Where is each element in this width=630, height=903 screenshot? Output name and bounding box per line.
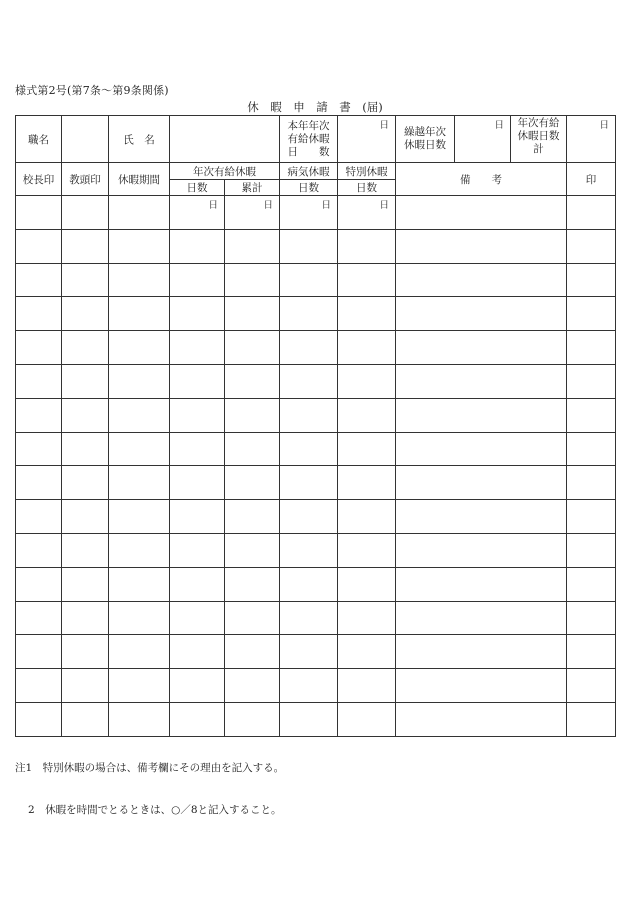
remarks-cell[interactable] [396, 432, 567, 466]
vice-principal-seal-cell[interactable] [62, 567, 109, 601]
annual-cumulative-subheader: 累計 [225, 180, 280, 196]
leave-period-header: 休暇期間 [109, 163, 170, 196]
special-days-subheader: 日数 [338, 180, 396, 196]
leave-period-cell[interactable] [109, 635, 170, 669]
carryover-days-value[interactable]: 日 [455, 116, 511, 163]
principal-seal-header: 校長印 [16, 163, 62, 196]
principal-seal-cell[interactable] [16, 364, 62, 398]
job-title-value[interactable] [62, 116, 109, 163]
carryover-leave-label [396, 116, 455, 163]
annual-total-label-line: 計 [533, 143, 544, 155]
leave-period-cell[interactable] [109, 398, 170, 432]
table-row [16, 635, 616, 669]
principal-seal-cell[interactable] [16, 702, 62, 736]
vice-principal-seal-cell[interactable] [62, 331, 109, 365]
annual-cumulative-cell[interactable] [225, 331, 280, 365]
vice-principal-seal-cell[interactable] [62, 702, 109, 736]
leave-period-cell[interactable] [109, 702, 170, 736]
table-row [16, 702, 616, 736]
special-days-cell[interactable] [338, 466, 396, 500]
principal-seal-cell[interactable] [16, 635, 62, 669]
carryover-label-line: 休暇日数 [404, 139, 446, 151]
annual-cumulative-cell[interactable] [225, 229, 280, 263]
special-days-cell[interactable] [338, 601, 396, 635]
current-year-label-line: 本年年次 [287, 119, 330, 132]
sick-days-cell[interactable] [280, 364, 338, 398]
remarks-cell[interactable] [396, 398, 567, 432]
seal-cell[interactable] [567, 297, 616, 331]
vice-principal-seal-cell[interactable] [62, 669, 109, 703]
table-row [16, 263, 616, 297]
vice-principal-seal-cell[interactable] [62, 364, 109, 398]
annual-cumulative-cell[interactable] [225, 533, 280, 567]
table-row [16, 331, 616, 365]
vice-principal-seal-cell[interactable] [62, 601, 109, 635]
sick-days-cell[interactable] [280, 567, 338, 601]
annual-cumulative-cell[interactable] [225, 669, 280, 703]
sick-days-cell[interactable] [280, 500, 338, 534]
principal-seal-cell[interactable] [16, 601, 62, 635]
remarks-cell[interactable] [396, 297, 567, 331]
seal-cell[interactable] [567, 364, 616, 398]
note-2: 2 休暇を時間でとるときは、○／8と記入すること。 [28, 804, 282, 816]
remarks-cell[interactable] [396, 635, 567, 669]
principal-seal-cell[interactable] [16, 196, 62, 230]
annual-cumulative-cell[interactable] [225, 601, 280, 635]
annual-days-cell[interactable] [170, 432, 225, 466]
remarks-cell[interactable] [396, 669, 567, 703]
annual-cumulative-cell[interactable] [225, 500, 280, 534]
vice-principal-seal-cell[interactable] [62, 533, 109, 567]
remarks-header: 備 考 [396, 163, 567, 196]
vice-principal-seal-cell[interactable] [62, 635, 109, 669]
annual-days-cell[interactable]: 日 [170, 196, 225, 230]
sick-days-cell[interactable] [280, 229, 338, 263]
vice-principal-seal-cell[interactable] [62, 398, 109, 432]
annual-cumulative-cell[interactable] [225, 364, 280, 398]
table-row [16, 398, 616, 432]
principal-seal-cell[interactable] [16, 297, 62, 331]
principal-seal-cell[interactable] [16, 263, 62, 297]
annual-days-cell[interactable] [170, 567, 225, 601]
data-rows [16, 196, 616, 737]
leave-period-cell[interactable] [109, 533, 170, 567]
remarks-cell[interactable] [396, 601, 567, 635]
table-row [16, 196, 616, 230]
annual-total-label-line: 休暇日数 [517, 130, 560, 142]
principal-seal-cell[interactable] [16, 432, 62, 466]
vice-principal-seal-cell[interactable] [62, 263, 109, 297]
annual-leave-header: 年次有給休暇 [170, 163, 280, 180]
annual-days-cell[interactable] [170, 398, 225, 432]
principal-seal-cell[interactable] [16, 500, 62, 534]
special-days-cell[interactable]: 日 [338, 196, 396, 230]
special-days-cell[interactable] [338, 331, 396, 365]
special-days-cell[interactable] [338, 702, 396, 736]
remarks-cell[interactable] [396, 263, 567, 297]
carryover-label-line: 繰越年次 [404, 126, 446, 138]
special-days-cell[interactable] [338, 432, 396, 466]
seal-cell[interactable] [567, 263, 616, 297]
name-label: 氏 名 [109, 116, 170, 163]
seal-cell[interactable] [567, 432, 616, 466]
special-days-cell[interactable] [338, 398, 396, 432]
annual-days-cell[interactable] [170, 297, 225, 331]
sick-days-cell[interactable] [280, 533, 338, 567]
special-days-cell[interactable] [338, 229, 396, 263]
annual-cumulative-cell[interactable] [225, 398, 280, 432]
leave-period-cell[interactable] [109, 466, 170, 500]
special-days-cell[interactable] [338, 635, 396, 669]
seal-cell[interactable] [567, 635, 616, 669]
annual-days-cell[interactable] [170, 702, 225, 736]
special-days-cell[interactable] [338, 567, 396, 601]
seal-cell[interactable] [567, 601, 616, 635]
annual-days-cell[interactable] [170, 364, 225, 398]
seal-header: 印 [567, 163, 616, 196]
annual-days-cell[interactable] [170, 466, 225, 500]
seal-cell[interactable] [567, 196, 616, 230]
vice-principal-seal-header: 教頭印 [62, 163, 109, 196]
sick-days-cell[interactable] [280, 669, 338, 703]
current-year-label-line: 日 数 [287, 145, 330, 158]
vice-principal-seal-cell[interactable] [62, 432, 109, 466]
annual-days-cell[interactable] [170, 635, 225, 669]
annual-total-days-value[interactable]: 日 [567, 116, 616, 163]
table-row [16, 364, 616, 398]
leave-period-cell[interactable] [109, 601, 170, 635]
title-text: 休 暇 申 請 書 (届) [247, 100, 383, 114]
remarks-cell[interactable] [396, 567, 567, 601]
annual-cumulative-cell[interactable] [225, 297, 280, 331]
annual-cumulative-cell[interactable] [225, 635, 280, 669]
special-days-cell[interactable] [338, 500, 396, 534]
special-days-cell[interactable] [338, 263, 396, 297]
special-days-cell[interactable] [338, 364, 396, 398]
sick-days-cell[interactable]: 日 [280, 196, 338, 230]
remarks-cell[interactable] [396, 500, 567, 534]
table-row [16, 297, 616, 331]
sick-days-cell[interactable] [280, 432, 338, 466]
current-year-days-value[interactable]: 日 [338, 116, 396, 163]
sick-days-cell[interactable] [280, 263, 338, 297]
leave-period-cell[interactable] [109, 432, 170, 466]
seal-cell[interactable] [567, 331, 616, 365]
sick-days-cell[interactable] [280, 635, 338, 669]
leave-period-cell[interactable] [109, 196, 170, 230]
sick-days-cell[interactable] [280, 466, 338, 500]
vice-principal-seal-cell[interactable] [62, 229, 109, 263]
leave-application-table [15, 115, 616, 737]
table-row [16, 601, 616, 635]
leave-period-cell[interactable] [109, 331, 170, 365]
seal-cell[interactable] [567, 229, 616, 263]
leave-period-cell[interactable] [109, 567, 170, 601]
sick-days-cell[interactable] [280, 331, 338, 365]
seal-cell[interactable] [567, 702, 616, 736]
leave-period-cell[interactable] [109, 229, 170, 263]
form-number: 様式第2号(第7条～第9条関係) [15, 84, 169, 97]
special-days-cell[interactable] [338, 297, 396, 331]
table-row [16, 567, 616, 601]
annual-cumulative-cell[interactable] [225, 432, 280, 466]
table-row [16, 500, 616, 534]
table-row [16, 533, 616, 567]
remarks-cell[interactable] [396, 702, 567, 736]
principal-seal-cell[interactable] [16, 466, 62, 500]
notes [15, 760, 284, 817]
leave-period-cell[interactable] [109, 263, 170, 297]
annual-days-subheader: 日数 [170, 180, 225, 196]
leave-period-cell[interactable] [109, 364, 170, 398]
sick-days-subheader: 日数 [280, 180, 338, 196]
principal-seal-cell[interactable] [16, 331, 62, 365]
seal-cell[interactable] [567, 669, 616, 703]
annual-cumulative-cell[interactable] [225, 567, 280, 601]
annual-cumulative-cell[interactable] [225, 702, 280, 736]
seal-cell[interactable] [567, 533, 616, 567]
table-row [16, 432, 616, 466]
seal-cell[interactable] [567, 567, 616, 601]
principal-seal-cell[interactable] [16, 533, 62, 567]
remarks-cell[interactable] [396, 533, 567, 567]
annual-cumulative-cell[interactable] [225, 466, 280, 500]
remarks-cell[interactable] [396, 229, 567, 263]
current-year-leave-label [280, 116, 338, 163]
job-title-label: 職名 [16, 116, 62, 163]
table-row [16, 229, 616, 263]
table-row [16, 466, 616, 500]
remarks-cell[interactable] [396, 331, 567, 365]
sick-days-cell[interactable] [280, 601, 338, 635]
name-value[interactable] [170, 116, 280, 163]
special-days-cell[interactable] [338, 533, 396, 567]
seal-cell[interactable] [567, 466, 616, 500]
remarks-cell[interactable] [396, 364, 567, 398]
principal-seal-cell[interactable] [16, 398, 62, 432]
leave-period-cell[interactable] [109, 500, 170, 534]
leave-period-cell[interactable] [109, 669, 170, 703]
sick-leave-header: 病気休暇 [280, 163, 338, 180]
form-title [0, 99, 630, 115]
vice-principal-seal-cell[interactable] [62, 196, 109, 230]
vice-principal-seal-cell[interactable] [62, 466, 109, 500]
seal-cell[interactable] [567, 500, 616, 534]
annual-days-cell[interactable] [170, 229, 225, 263]
sick-days-cell[interactable] [280, 398, 338, 432]
leave-period-cell[interactable] [109, 297, 170, 331]
sick-days-cell[interactable] [280, 702, 338, 736]
annual-days-cell[interactable] [170, 500, 225, 534]
annual-days-cell[interactable] [170, 669, 225, 703]
annual-days-cell[interactable] [170, 601, 225, 635]
seal-cell[interactable] [567, 398, 616, 432]
annual-cumulative-cell[interactable]: 日 [225, 196, 280, 230]
annual-days-cell[interactable] [170, 263, 225, 297]
annual-days-cell[interactable] [170, 331, 225, 365]
current-year-label-line: 有給休暇 [287, 132, 330, 145]
annual-cumulative-cell[interactable] [225, 263, 280, 297]
note-1: 注1 特別休暇の場合は、備考欄にその理由を記入する。 [15, 762, 285, 774]
special-days-cell[interactable] [338, 669, 396, 703]
annual-total-label [511, 116, 567, 163]
remarks-cell[interactable] [396, 466, 567, 500]
principal-seal-cell[interactable] [16, 567, 62, 601]
column-header-row [16, 163, 616, 180]
vice-principal-seal-cell[interactable] [62, 297, 109, 331]
remarks-cell[interactable] [396, 196, 567, 230]
special-leave-header: 特別休暇 [338, 163, 396, 180]
table-row [16, 669, 616, 703]
principal-seal-cell[interactable] [16, 669, 62, 703]
annual-total-label-line: 年次有給 [517, 117, 560, 129]
header-row-employee [16, 116, 616, 163]
principal-seal-cell[interactable] [16, 229, 62, 263]
vice-principal-seal-cell[interactable] [62, 500, 109, 534]
annual-days-cell[interactable] [170, 533, 225, 567]
sick-days-cell[interactable] [280, 297, 338, 331]
